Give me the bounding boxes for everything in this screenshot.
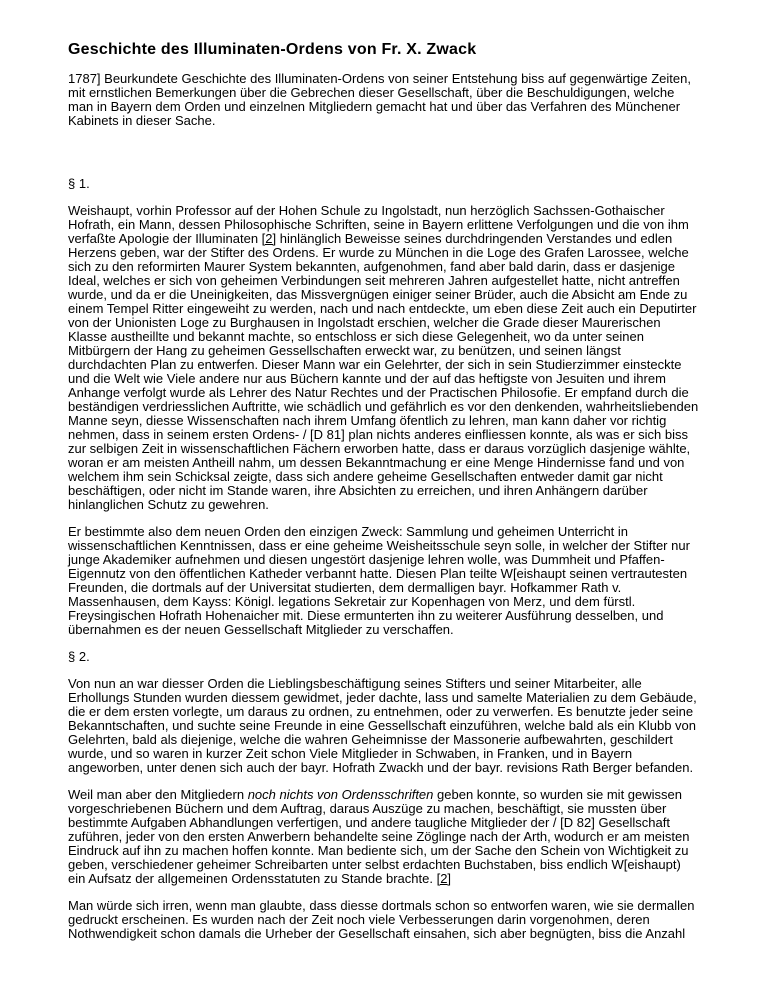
text-run: 1787] Beurkundete Geschichte des Illuminaten-Ordens von seiner Entstehung biss auf gegenwärtige Zeiten, mit ernstlichen Bemerkungen über die Gebrechen dieser Gesellschaft, über die Beschuldigungen, welche man in Bayern dem Orden und einzelnen Mitgliedern gemacht hat und über das Verfahren des Münchener Kabinets in dieser Sache. <box>68 71 691 128</box>
intro-paragraph <box>68 72 700 128</box>
text-run: geben konnte, so wurden sie mit gewissen vorgeschriebenen Büchern und dem Auftrag, daraus Auszüge zu machen, beschäftigt, sie mussten über bestimmte Aufgaben Abhandlungen verfertigen, und andere taugliche Mitglieder der / [D 82] Gesellschaft zuführen, jeder von den ersten Anwerbern behandelte seine Zöglinge nach der Arth, wodurch er am meisten Eindruck auf ihn zu machen hoffen konnte. Man bediente sich, um der Sache den Schein von Wichtigkeit zu geben, verschiedener geheimer Schreibarten unter selbst erdachten Buchstaben, biss endlich W[eishaupt) ein Aufsatz der allgemeinen Ordensstatuten zu Stande brachte. <box>68 787 690 886</box>
section-2-heading: § 2. <box>68 649 90 664</box>
text-run: Er bestimmte also dem neuen Orden den einzigen Zweck: Sammlung und geheimen Unterricht in wissenschaftlichen Kenntnissen, dass er eine geheime Weisheitsschule seyn solle, in welcher der Stifter nur junge Akademiker aufnehmen und diesen ungestört dasjenige lehren wolle, was Dummheit und Pfaffen-Eigennutz von den öffentlichen Katheder verbannt hatte. Diesen Plan teilte W[eishaupt seinen vertrautesten Freunden, die dortmals auf der Universitat studierten, dem dermalligen bayr. Hofkammer Rath v. Massenhausen, dem Kayss: Königl. legations Sekretair zur Kopenhagen von Merz, und dem fürstl. Freysingischen Hofrath Hohenaicher mit. Diese ermunterten ihn zu weiterer Ausführung desselben, und übernahmen es der neuen Gessellschaft Mitglieder zu verschaffen. <box>68 524 690 637</box>
paragraph-orden-zweck <box>68 525 700 637</box>
paragraph-lieblingsbeschaeftigung <box>68 677 700 775</box>
paragraph-ordensschriften <box>68 788 700 886</box>
paragraph-verbesserungen <box>68 899 700 941</box>
text-run: hinlänglich Beweisse seines durchdringenden Verstandes und edlen Herzens geben, war der Stifter des Ordens. Er wurde zu München in die Loge des Grafen Larossee, welche sich zu den reformirten Maurer System bekannten, aufgenohmen, fand aber bald darin, dass er dasjenige Ideal, welches er sich von geheimen Verbindungen seit mehreren Jahren aufgestellet hatte, nicht antreffen wurde, und da er die Uneinigkeiten, das Missvergnügen einiger seiner Brüder, auch die Absicht am Ende zu einem Tempel Ritter eingeweiht zu werden, nach und nach entdeckte, um eben diese Zeit auch ein Deputirter von der Unionisten Loge zu Burghausen in Ingolstadt erschien, welcher die Grade dieser Maurerischen Klasse austheillte und bekannt machte, so entschloss er sich diese Gelegenheit, wo da unter seinen Mitbürgern der Hang zu geheimen Gessellschaften erweckt war, zu benützen, und seinen längst durchdachten Plan zu entwerfen. Dieser Mann war ein Gelehrter, der sich in sein Studierzimmer einsteckte und die Welt wie Viele andere nur aus Büchern kannte und der auf das heftigste von Jesuiten und ihrem Anhange verfolgt wurde als Lehrer des Natur Rechtes und der Practischen Philosofie. Er empfand durch die beständigen verdriesslichen Auftritte, wie schädlich und gefährlich es vor den denkenden, wahrheitsliebenden Manne seyn, diesse Wissenschaften nach ihrem Umfang öfentlich zu lehren, man kann daher vor richtig nehmen, dass in seinem ersten Ordens- / [D 81] plan nichts anderes einfliessen konnte, als was er sich biss zur selbigen Zeit in wissenschaftlichen Fächern erworben hatte, dass er daraus vorzüglich dasjenige wählte, woran er am meisten Antheill nahm, um dessen Bekanntmachung er eine Menge Hindernisse fand und von welchem ihm sein Schicksal zeigte, dass sich andere geheime Gesellschaften entweder damit gar nicht beschäftigen, oder nicht im Stande waren, ihre Absichten zu erreichen, und ihren Anhängern darüber hinlanglichen Schutz zu gewehren. <box>68 231 699 512</box>
text-run: Von nun an war diesser Orden die Lieblingsbeschäftigung seines Stifters und seiner Mitarbeiter, alle Erhollungs Stunden wurden diessem gewidmet, jeder dachte, lass und samelte Materialien zu dem Gebäude, die er dem ersten vorlegte, um daraus zu ordnen, zu entnehmen, oder zu verwerfen. Es benutzte jeder seine Bekanntschaften, und suchte seine Freunde in eine Gessellschaft einzuführen, welche bald als ein Klubb von Gelehrten, bald als diejenige, welche die wahren Geheimnisse der Massonerie aufbewahrten, geschildert wurde, und so waren in kurzer Zeit schon Viele Mitglieder in Schwaben, in Franken, und in Bayern angeworben, unter denen sich auch der bayr. Hofrath Zwackh und der bayr. revisions Rath Berger befanden. <box>68 676 697 775</box>
text-run: Man würde sich irren, wenn man glaubte, dass diesse dortmals schon so entworfen waren, wie sie dermallen gedruckt erscheinen. Es wurden nach der Zeit noch viele Verbesserungen darin vorgenohmen, deren Nothwendigkeit schon damals die Urheber der Gesellschaft einsahen, sich aber begnügten, biss die Anzahl <box>68 898 695 941</box>
text-run: Weil man aber den Mitgliedern <box>68 787 248 802</box>
footnote-link[interactable]: [2] <box>436 871 452 886</box>
document-content <box>68 72 700 941</box>
footnote-link[interactable]: [2] <box>261 231 277 246</box>
paragraph-weishaupt-stifter <box>68 204 700 512</box>
text-run: Weishaupt, vorhin Professor auf der Hohen Schule zu Ingolstadt, nun herzöglich Sachssen-Gothaischer Hofrath, ein Mann, dessen Philosophische Schriften, seine in Bayern erlittene Verfolgungen und die von ihm verfaßte Apologie der Illuminaten <box>68 203 689 246</box>
italic-text: noch nichts von Ordensschriften <box>247 787 434 802</box>
section-1-heading: § 1. <box>68 176 90 191</box>
document-title: Geschichte des Illuminaten-Ordens von Fr. X. Zwack <box>68 41 477 58</box>
